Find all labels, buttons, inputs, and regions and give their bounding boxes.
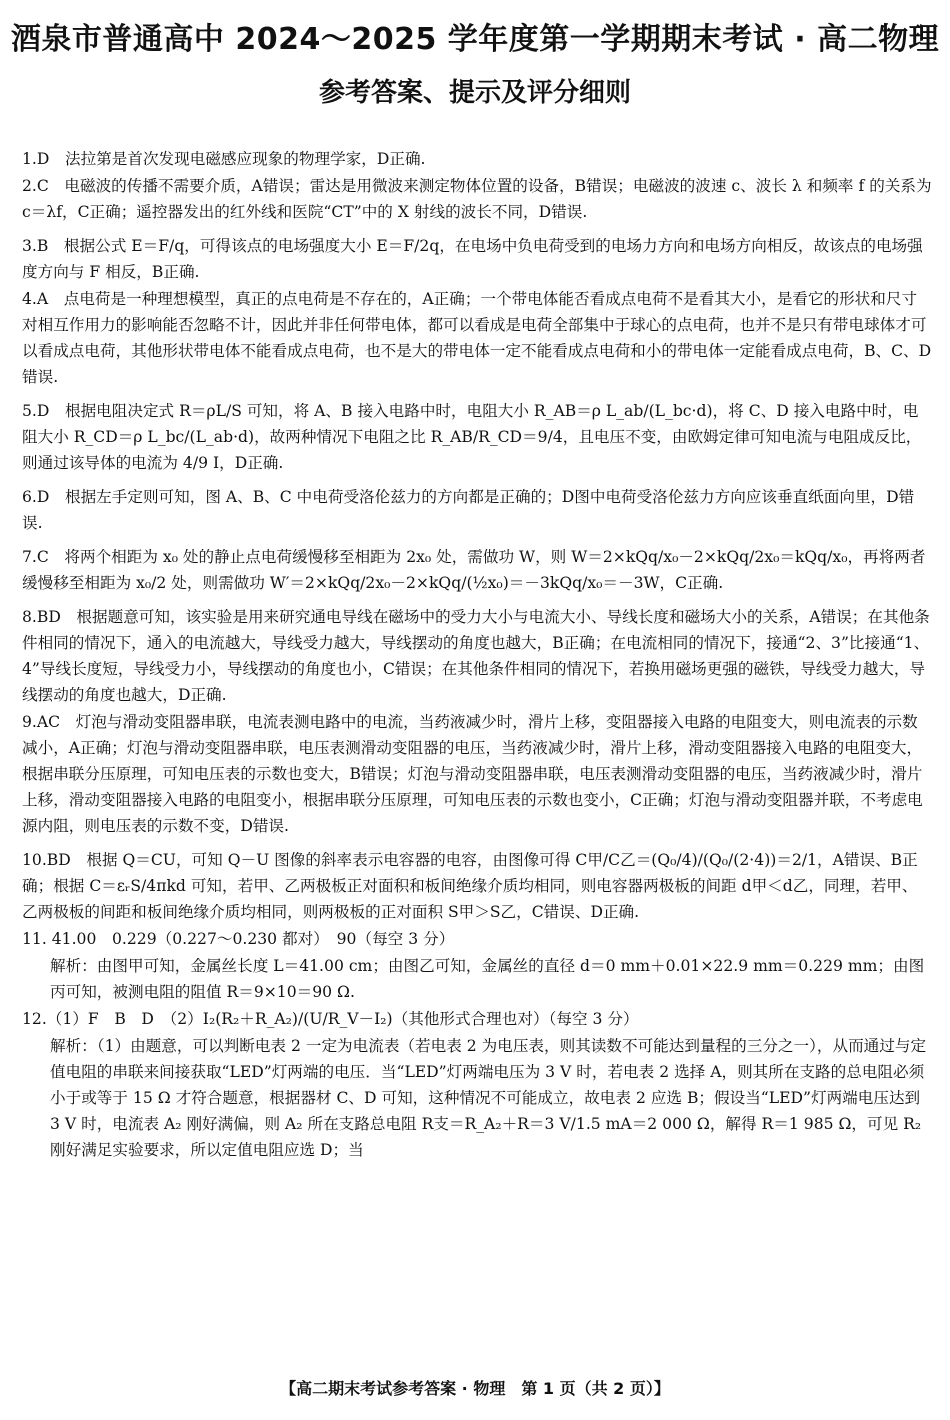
page-subtitle: 参考答案、提示及评分细则 (318, 78, 631, 108)
answer-9: 9.AC 灯泡与滑动变阻器串联，电流表测电路中的电流，当药液减少时，滑片上移，变阻器接入电路的电阻变大，则电流表的示数减小，A正确；灯泡与滑动变阻器串联，电压表测滑动变阻器的电压，当药液减少时，滑片上移，滑动变阻器接入电路的电阻变大，根据串联分压原理，可知电压表的示数也变大，B错误；灯泡与滑动变阻器串联，电压表测滑动变阻器的电压，当药液减少时，滑片上移，滑动变阻器接入电路的电阻变小，根据串联分压原理，可知电压表的示数也变小，C正确；灯泡与滑动变阻器并联，不考虑电源内阻，则电压表的示数不变，D错误. (22, 713, 923, 835)
answer-list (22, 146, 932, 1164)
answer-4: 4.A 点电荷是一种理想模型，真正的点电荷是不存在的，A正确；一个带电体能否看成点电荷不是看其大小，是看它的形状和尺寸对相互作用力的影响能否忽略不计，因此并非任何带电体，都可以看成是电荷全部集中于球心的点电荷，也并不是只有带电球体才可以看成点电荷，其他形状带电体不能看成点电荷，也不是大的带电体一定不能看成点电荷和小的带电体一定能看成点电荷，B、C、D错误. (22, 290, 932, 386)
answer-12: 12.（1）F B D （2）I₂(R₂＋R_A₂)/(U/R_V－I₂)（其他形式合理也对）（每空 3 分） (22, 1010, 639, 1028)
answer-7: 7.C 将两个相距为 x₀ 处的静止点电荷缓慢移至相距为 2x₀ 处，需做功 W，则 W＝2×kQq/x₀－2×kQq/2x₀＝kQq/x₀，再将两者缓慢移至相距为 x₀/2 处，则需做功 W′＝2×kQq/2x₀－2×kQq/(½x₀)＝－3kQq/x₀＝－3W，C正确. (22, 548, 926, 592)
answer-11-explanation: 解析：由图甲可知，金属丝长度 L＝41.00 cm；由图乙可知，金属丝的直径 d＝0 mm＋0.01×22.9 mm＝0.229 mm；由图丙可知，被测电阻的阻值 R＝9×10＝90 Ω. (50, 957, 925, 1001)
answer-5: 5.D 根据电阻决定式 R＝ρL/S 可知，将 A、B 接入电路中时，电阻大小 R_AB＝ρ L_ab/(L_bc·d)，将 C、D 接入电路中时，电阻大小 R_CD＝ρ L_bc/(L_ab·d)，故两种情况下电阻之比 R_AB/R_CD＝9/4，且电压不变，由欧姆定律可知电流与电阻成反比，则通过该导体的电流为 4/9 I，D正确. (22, 402, 922, 472)
answer-11: 11. 41.00 0.229（0.227～0.230 都对） 90（每空 3 分） (22, 930, 455, 948)
answer-1: 1.D 法拉第是首次发现电磁感应现象的物理学家，D正确. (22, 150, 426, 168)
answer-8: 8.BD 根据题意可知，该实验是用来研究通电导线在磁场中的受力大小与电流大小、导线长度和磁场大小的关系，A错误；在其他条件相同的情况下，通入的电流越大，导线受力越大，导线摆动的角度也越大，B正确；在电流相同的情况下，接通“2、3”比接通“1、4”导线长度短，导线受力小，导线摆动的角度也小，C错误；在其他条件相同的情况下，若换用磁场更强的磁铁，导线受力越大，导线摆动的角度也越大，D正确. (22, 608, 930, 704)
page-title: 酒泉市普通高中 2024～2025 学年度第一学期期末考试 · 高二物理 (10, 22, 940, 57)
page-footer: 【高二期末考试参考答案 · 物理 第 1 页（共 2 页）】 (280, 1379, 670, 1398)
answer-12-explanation: 解析：（1）由题意，可以判断电表 2 一定为电流表（若电表 2 为电压表，则其读数不可能达到量程的三分之一），从而通过与定值电阻的串联来间接获取“LED”灯两端的电压．当“LED”灯两端电压为 3 V 时，若电表 2 选择 A，则其所在支路的总电阻必须小于或等于 15 Ω 才符合题意，根据器材 C、D 可知，这种情况不可能成立，故电表 2 应选 B；假设当“LED”灯两端电压达到 3 V 时，电流表 A₂ 刚好满偏，则 A₂ 所在支路总电阻 R支＝R_A₂＋R＝3 V/1.5 mA＝2 000 Ω，解得 R＝1 985 Ω，可见 R₂ 刚好满足实验要求，所以定值电阻应选 D；当 (50, 1037, 927, 1159)
answer-6: 6.D 根据左手定则可知，图 A、B、C 中电荷受洛伦兹力的方向都是正确的；D图中电荷受洛伦兹力方向应该垂直纸面向里，D错误. (22, 488, 915, 532)
answer-2: 2.C 电磁波的传播不需要介质，A错误；雷达是用微波来测定物体位置的设备，B错误；电磁波的波速 c、波长 λ 和频率 f 的关系为 c＝λf，C正确；遥控器发出的红外线和医院“CT”中的 X 射线的波长不同，D错误. (22, 177, 932, 221)
answer-3: 3.B 根据公式 E＝F/q，可得该点的电场强度大小 E＝F/2q，在电场中负电荷受到的电场力方向和电场方向相反，故该点的电场强度方向与 F 相反，B正确. (22, 237, 923, 281)
answer-10: 10.BD 根据 Q＝CU，可知 Q－U 图像的斜率表示电容器的电容，由图像可得 C甲/C乙＝(Q₀/4)/(Q₀/(2·4))＝2/1，A错误、B正确；根据 C＝εᵣS/4πkd 可知，若甲、乙两极板正对面积和板间绝缘介质均相同，则电容器两极板的间距 d甲＜d乙，同理，若甲、乙两极板的间距和板间绝缘介质均相同，则两极板的正对面积 S甲＞S乙，C错误、D正确. (22, 851, 918, 921)
